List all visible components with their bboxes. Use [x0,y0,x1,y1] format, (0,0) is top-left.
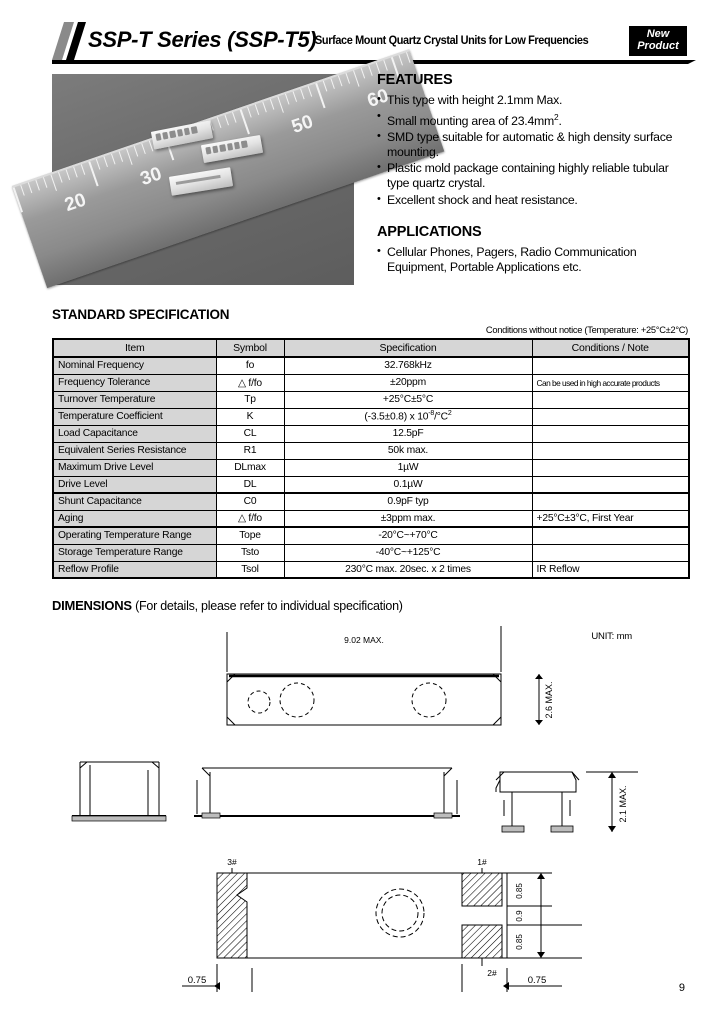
ruler-tick [277,96,283,112]
front-view-drawing [194,768,460,818]
ruler-tick [141,143,146,154]
dimensions-heading [52,598,688,613]
bottom-view-right-offset-label: 0.75 [527,975,547,986]
cell-item: Load Capacitance [53,425,216,442]
dimensions-section [52,598,688,986]
table-row [53,374,689,391]
feature-item: • Small mounting area of $23.4mm^2$. [377,110,687,129]
bottom-view-pin2-label: 2# [487,968,497,978]
column-header-symbol: Symbol [216,339,284,357]
table-row [53,544,689,561]
column-header-spec: Specification [284,339,532,357]
specification-conditions: Conditions without notice (Temperature: +25°C±2°C) [485,325,688,336]
badge-line-1: New [646,28,670,41]
ruler-tick [270,99,275,110]
cell-symbol: △ f/fo [216,510,284,527]
cell-symbol: △ f/fo [216,374,284,391]
ruler-tick [232,112,237,123]
ruler-tick [330,78,335,89]
badge-line-2: Product [637,40,679,52]
table-row [53,510,689,527]
ruler-tick [368,65,373,76]
cell-item: Equivalent Series Resistance [53,442,216,459]
ruler-tick [285,94,290,105]
cell-symbol: Tp [216,391,284,408]
side-view-height-label: 2.1 MAX. [618,785,628,823]
ruler-tick [293,91,298,102]
cell-note [532,476,689,493]
cell-symbol: Tsol [216,561,284,578]
ruler-tick [217,117,222,128]
cell-note: +25°C±3°C, First Year [532,510,689,527]
feature-item: • This type with height 2.1mm Max. [377,93,687,108]
ruler-number-60: 60 [364,85,392,112]
applications-section [377,224,687,274]
ruler-tick [300,89,305,100]
header-rule-tail [688,60,696,64]
cell-specification: (-3.5±0.8) x $10^{-8}/^\circ C^2$ [284,408,532,425]
specification-heading: STANDARD SPECIFICATION [52,307,230,322]
bottom-view-vtop-label: 0.85 [515,883,524,899]
cell-note [532,408,689,425]
page-header [0,0,720,66]
ruler-tick [126,148,132,164]
cell-item: Aging [53,510,216,527]
cell-specification: 32.768kHz [284,357,532,374]
ruler-tick [247,107,252,118]
bottom-view-vmid-label: 0.9 [515,910,524,922]
dimensions-heading-bold: DIMENSIONS [52,598,132,613]
ruler-tick [20,185,25,196]
ruler-tick [406,52,411,63]
cell-specification: 50k max. [284,442,532,459]
feature-item: • Plastic mold package containing highly reliable tubular type quartz crystal. [377,161,687,190]
cell-specification: +25°C±5°C [284,391,532,408]
cell-note [532,442,689,459]
table-header-row [53,339,689,357]
ruler-tick [323,81,328,92]
ruler-tick [103,156,108,167]
ruler-tick [398,55,403,66]
cell-item: Temperature Coefficient [53,408,216,425]
ruler-tick [28,182,33,193]
ruler-number-30: 30 [137,163,165,191]
logo-slashes-icon [52,22,86,60]
bottom-view-pin1-label: 1# [477,857,487,867]
cell-symbol: Tsto [216,544,284,561]
ruler-tick [262,102,267,113]
cell-item: Storage Temperature Range [53,544,216,561]
table-row [53,425,689,442]
dimension-drawings [52,620,688,986]
cell-symbol: fo [216,357,284,374]
ruler-tick [119,151,124,162]
dimensions-heading-rest: (For details, please refer to individual specification) [135,599,403,613]
table-row [53,459,689,476]
cell-note [532,391,689,408]
applications-heading: APPLICATIONS [377,224,482,241]
cell-symbol: K [216,408,284,425]
cell-specification: 1µW [284,459,532,476]
top-view-width-label: 2.6 MAX. [544,681,554,719]
ruler-tick [81,164,86,175]
left-side-view-drawing [72,762,166,821]
product-photo [52,74,392,285]
cell-item: Turnover Temperature [53,391,216,408]
ruler-tick [50,175,56,191]
ruler-tick [361,68,366,79]
new-product-badge [629,26,687,56]
cell-item: Maximum Drive Level [53,459,216,476]
ruler-tick [345,73,350,84]
chip-lid [176,175,221,185]
cell-symbol: R1 [216,442,284,459]
column-header-note: Conditions / Note [532,339,689,357]
ruler-number-50: 50 [288,111,316,138]
applications-list [377,245,687,274]
cell-specification: -40°C~+125°C [284,544,532,561]
ruler-tick [73,167,78,178]
cell-note [532,493,689,510]
bottom-view-vbottom-label: 0.85 [515,934,524,950]
cell-symbol: CL [216,425,284,442]
bottom-view-left-offset-label: 0.75 [187,975,207,986]
bottom-view-pin3-label: 3# [227,857,237,867]
ruler-tick [43,177,48,188]
table-row [53,493,689,510]
column-header-item: Item [53,339,216,357]
page-number: 9 [678,982,685,994]
ruler-tick [353,70,359,86]
specification-table [52,338,690,579]
cell-note [532,527,689,544]
standard-specification-section [52,307,688,579]
cell-specification: 12.5pF [284,425,532,442]
features-section [377,72,687,276]
page-title: SSP-T Series (SSP-T5) [88,27,317,52]
table-row [53,527,689,544]
table-row [53,442,689,459]
top-view-length-label: 9.02 MAX. [344,635,384,645]
cell-symbol: C0 [216,493,284,510]
cell-note [532,357,689,374]
ruler-tick [255,104,260,115]
table-row [53,408,689,425]
top-view-drawing [227,626,543,725]
specification-table-body [53,357,689,578]
cell-specification: -20°C~+70°C [284,527,532,544]
features-list [377,93,687,207]
application-item: • Cellular Phones, Pagers, Radio Communication Equipment, Portable Applications etc. [377,245,687,274]
ruler-tick [338,76,343,87]
cell-item: Operating Temperature Range [53,527,216,544]
cell-specification: 0.1µW [284,476,532,493]
cell-symbol: DLmax [216,459,284,476]
right-side-view-drawing [496,772,638,832]
cell-symbol: DL [216,476,284,493]
cell-note [532,544,689,561]
table-row [53,476,689,493]
feature-item: • SMD type suitable for automatic & high density surface mounting. [377,130,687,159]
cell-specification: 230°C max. 20sec. x 2 times [284,561,532,578]
cell-symbol: Tope [216,527,284,544]
ruler-tick [383,60,388,71]
cell-item: Nominal Frequency [53,357,216,374]
cell-specification: ±3ppm max. [284,510,532,527]
table-row [53,357,689,374]
cell-note [532,459,689,476]
cell-note: IR Reflow [532,561,689,578]
ruler-tick [35,180,40,191]
cell-specification: ±20ppm [284,374,532,391]
cell-note [532,425,689,442]
ruler-number-20: 20 [62,189,89,217]
feature-item: • Excellent shock and heat resistance. [377,193,687,208]
ruler-tick [224,115,229,126]
cell-item: Reflow Profile [53,561,216,578]
table-row [53,561,689,578]
unit-label: UNIT: mm [591,631,632,642]
ruler-tick [58,172,63,183]
table-row [53,391,689,408]
cell-specification: 0.9pF typ [284,493,532,510]
ruler-tick [134,146,139,157]
cell-item: Drive Level [53,476,216,493]
ruler-tick [96,159,101,170]
cell-note: Can be used in high accurate products [532,374,689,391]
ruler-tick [308,86,313,97]
ruler-tick [111,154,116,165]
page-subtitle: Surface Mount Quartz Crystal Units for Low Frequencies [315,35,589,47]
cell-item: Shunt Capacitance [53,493,216,510]
cell-item: Frequency Tolerance [53,374,216,391]
ruler-tick [66,169,71,180]
features-heading: FEATURES [377,72,453,88]
